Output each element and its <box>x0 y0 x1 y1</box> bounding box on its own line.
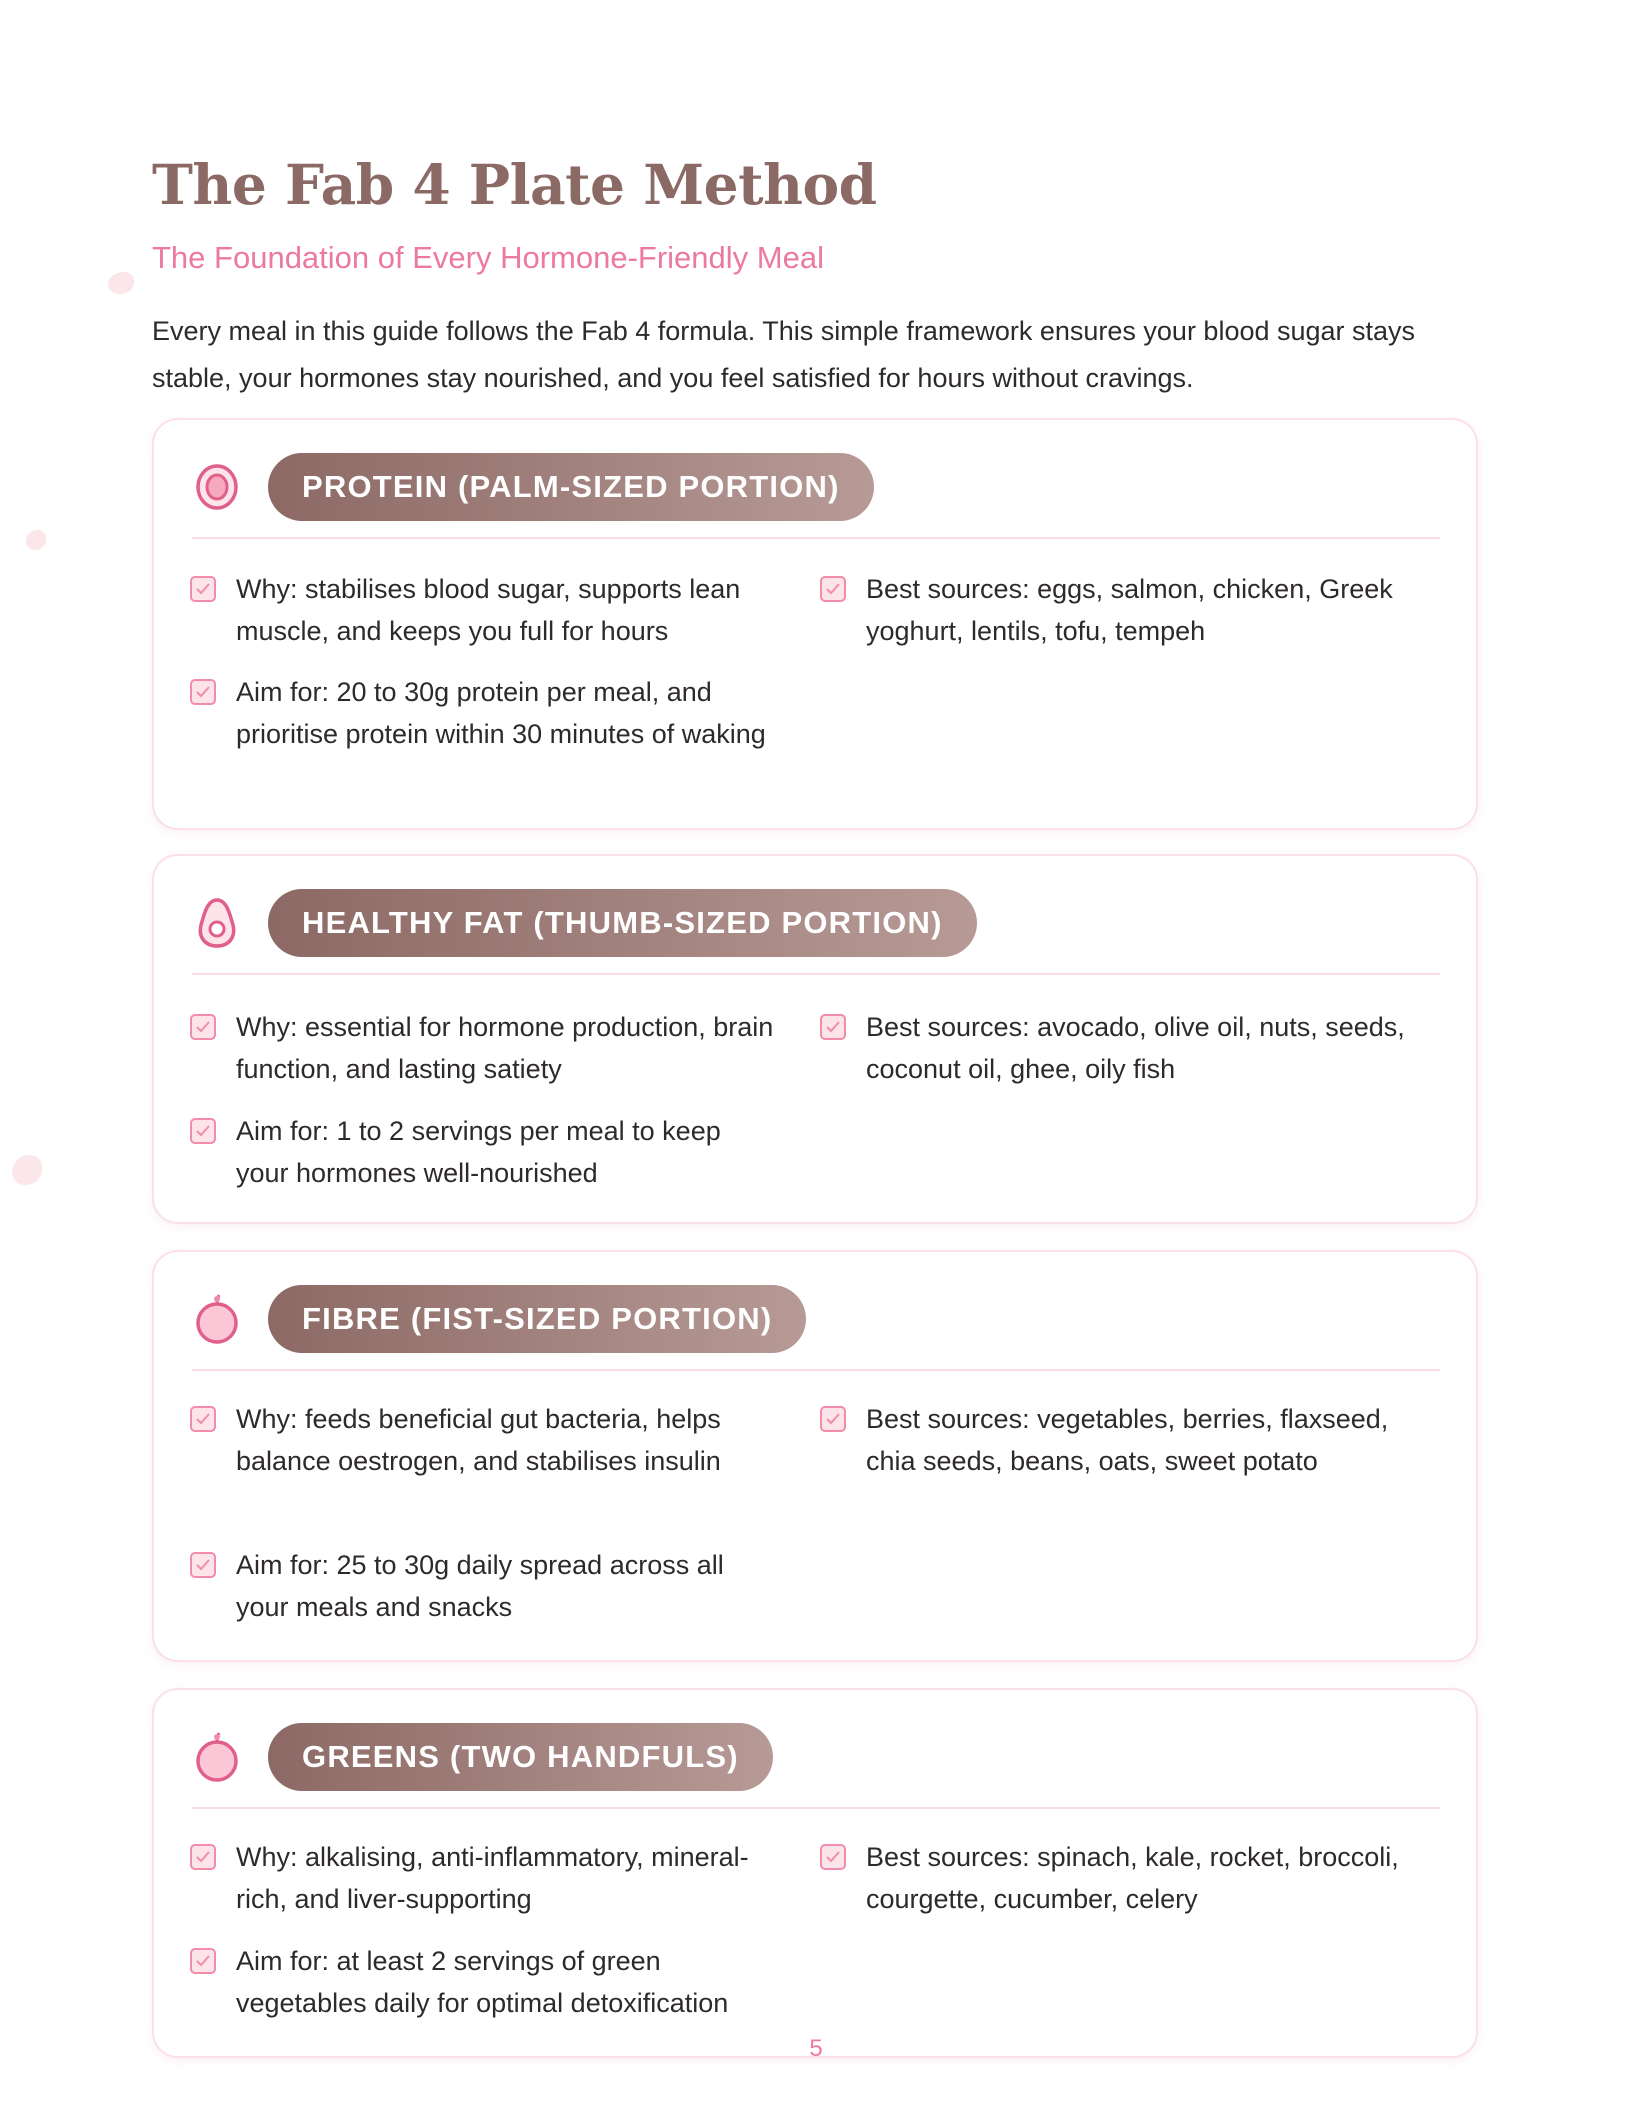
fibre-card <box>152 1250 1478 1662</box>
protein-card <box>152 418 1478 830</box>
aim-text: Aim for: 20 to 30g protein per meal, and prioritise protein within 30 minutes of waking <box>236 677 766 749</box>
card-header <box>192 453 874 521</box>
check-icon <box>190 576 216 602</box>
why-item <box>190 568 780 652</box>
sources-item <box>820 1836 1410 1920</box>
healthy-fat-icon <box>192 898 242 948</box>
page-header <box>152 150 1482 402</box>
sources-item <box>820 568 1410 652</box>
page-title: The Fab 4 Plate Method <box>152 152 877 217</box>
page-subtitle: The Foundation of Every Hormone-Friendly Meal <box>152 240 824 275</box>
why-text: Why: alkalising, anti-inflammatory, mineral-rich, and liver-supporting <box>236 1842 749 1914</box>
sources-text: Best sources: spinach, kale, rocket, broccoli, courgette, cucumber, celery <box>866 1842 1399 1914</box>
check-icon <box>820 576 846 602</box>
protein-icon <box>192 462 242 512</box>
decorative-petal <box>12 1155 42 1185</box>
page-number: 5 <box>809 2035 823 2062</box>
why-item <box>190 1836 780 1920</box>
sources-text: Best sources: vegetables, berries, flaxseed, chia seeds, beans, oats, sweet potato <box>866 1404 1389 1476</box>
check-icon <box>190 1552 216 1578</box>
aim-item <box>190 671 780 755</box>
decorative-petal <box>26 530 46 550</box>
section-heading: HEALTHY FAT (THUMB-SIZED PORTION) <box>268 889 977 957</box>
decorative-petal <box>108 272 134 294</box>
why-text: Why: feeds beneficial gut bacteria, helps balance oestrogen, and stabilises insulin <box>236 1404 721 1476</box>
healthy-fat-card <box>152 854 1478 1224</box>
intro-paragraph: Every meal in this guide follows the Fab 4 formula. This simple framework ensures your blood sugar stays stable, your hormones stay nourished, and you feel satisfied for hours without cravings. <box>152 316 1416 393</box>
section-heading: GREENS (TWO HANDFULS) <box>268 1723 773 1791</box>
sources-text: Best sources: eggs, salmon, chicken, Greek yoghurt, lentils, tofu, tempeh <box>866 574 1393 646</box>
sources-item <box>820 1398 1410 1482</box>
aim-item <box>190 1110 780 1194</box>
card-header <box>192 1723 773 1791</box>
sources-item <box>820 1006 1410 1090</box>
aim-text: Aim for: 1 to 2 servings per meal to keep your hormones well-nourished <box>236 1116 721 1188</box>
aim-item <box>190 1940 780 2024</box>
check-icon <box>190 1406 216 1432</box>
divider <box>192 1369 1440 1371</box>
aim-text: Aim for: at least 2 servings of green vegetables daily for optimal detoxification <box>236 1946 729 2018</box>
greens-card <box>152 1688 1478 2058</box>
check-icon <box>190 1948 216 1974</box>
check-icon <box>820 1406 846 1432</box>
card-header <box>192 889 977 957</box>
greens-icon <box>192 1732 242 1782</box>
why-item <box>190 1398 780 1482</box>
section-heading: FIBRE (FIST-SIZED PORTION) <box>268 1285 806 1353</box>
check-icon <box>820 1844 846 1870</box>
aim-text: Aim for: 25 to 30g daily spread across all your meals and snacks <box>236 1550 724 1622</box>
sources-text: Best sources: avocado, olive oil, nuts, seeds, coconut oil, ghee, oily fish <box>866 1012 1405 1084</box>
fibre-icon <box>192 1294 242 1344</box>
check-icon <box>190 1014 216 1040</box>
divider <box>192 537 1440 539</box>
check-icon <box>190 1118 216 1144</box>
divider <box>192 1807 1440 1809</box>
check-icon <box>190 679 216 705</box>
why-text: Why: stabilises blood sugar, supports lean muscle, and keeps you full for hours <box>236 574 741 646</box>
check-icon <box>820 1014 846 1040</box>
why-item <box>190 1006 780 1090</box>
check-icon <box>190 1844 216 1870</box>
why-text: Why: essential for hormone production, brain function, and lasting satiety <box>236 1012 774 1084</box>
card-header <box>192 1285 806 1353</box>
section-heading: PROTEIN (PALM-SIZED PORTION) <box>268 453 874 521</box>
aim-item <box>190 1544 780 1628</box>
divider <box>192 973 1440 975</box>
